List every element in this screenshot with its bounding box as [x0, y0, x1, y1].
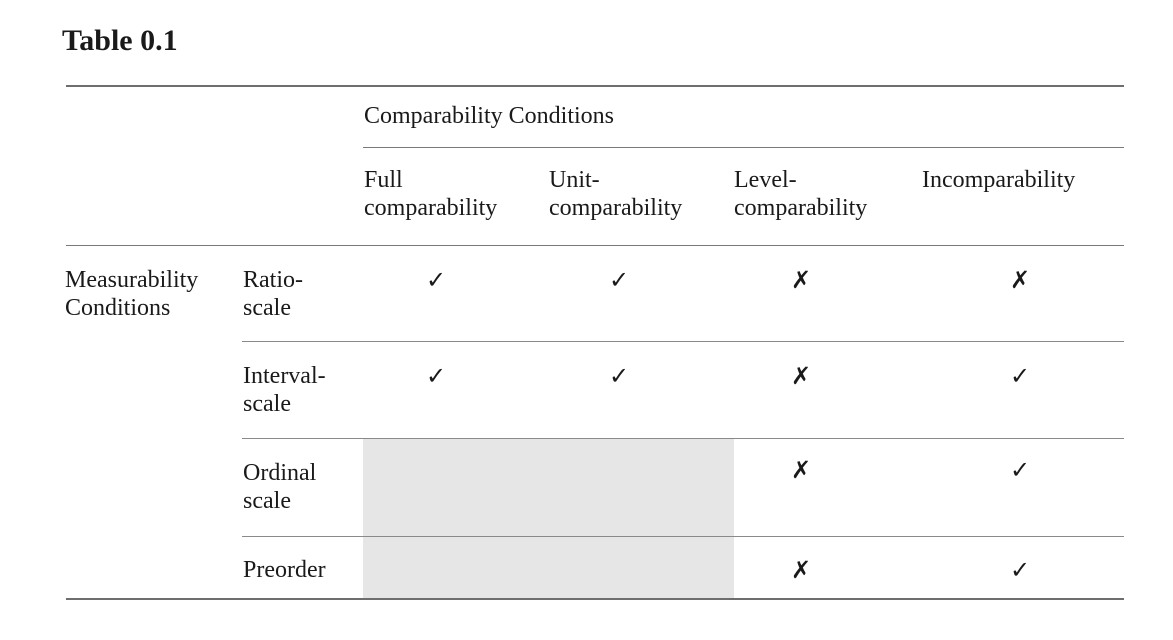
cell-ratio-full: ✓	[425, 266, 447, 294]
row-label-preorder: Preorder	[243, 557, 326, 583]
shaded-cells-ordinal	[363, 439, 734, 536]
header-bottom-rule	[66, 245, 1124, 246]
cell-interval-incomparability: ✓	[1009, 362, 1031, 390]
cell-interval-unit: ✓	[608, 362, 630, 390]
cell-ordinal-level: ✗	[790, 456, 812, 484]
row-label-interval-scale: Interval- scale	[243, 363, 326, 417]
row-divider	[242, 341, 1124, 342]
cell-interval-full: ✓	[425, 362, 447, 390]
column-header-unit-comparability: Unit- comparability	[549, 167, 683, 221]
cell-preorder-level: ✗	[790, 556, 812, 584]
table-caption: Table 0.1	[62, 24, 178, 57]
cell-ratio-unit: ✓	[608, 266, 630, 294]
row-label-ordinal-scale: Ordinal scale	[243, 460, 317, 514]
row-label-ratio-scale: Ratio- scale	[243, 267, 303, 321]
table-bottom-rule	[66, 598, 1124, 600]
column-header-level-comparability: Level- comparability	[734, 167, 868, 221]
table-top-rule	[66, 85, 1124, 87]
cell-preorder-incomparability: ✓	[1009, 556, 1031, 584]
cell-ratio-level: ✗	[790, 266, 812, 294]
cell-ordinal-incomparability: ✓	[1009, 456, 1031, 484]
shaded-cells-preorder	[363, 537, 734, 598]
cell-ratio-incomparability: ✗	[1009, 266, 1031, 294]
column-header-full-comparability: Full comparability	[364, 167, 498, 221]
row-group-header: Measurability Conditions	[65, 267, 199, 321]
group-header-rule	[363, 147, 1124, 148]
cell-interval-level: ✗	[790, 362, 812, 390]
column-header-incomparability: Incomparability	[922, 167, 1076, 193]
column-group-header: Comparability Conditions	[364, 103, 614, 129]
